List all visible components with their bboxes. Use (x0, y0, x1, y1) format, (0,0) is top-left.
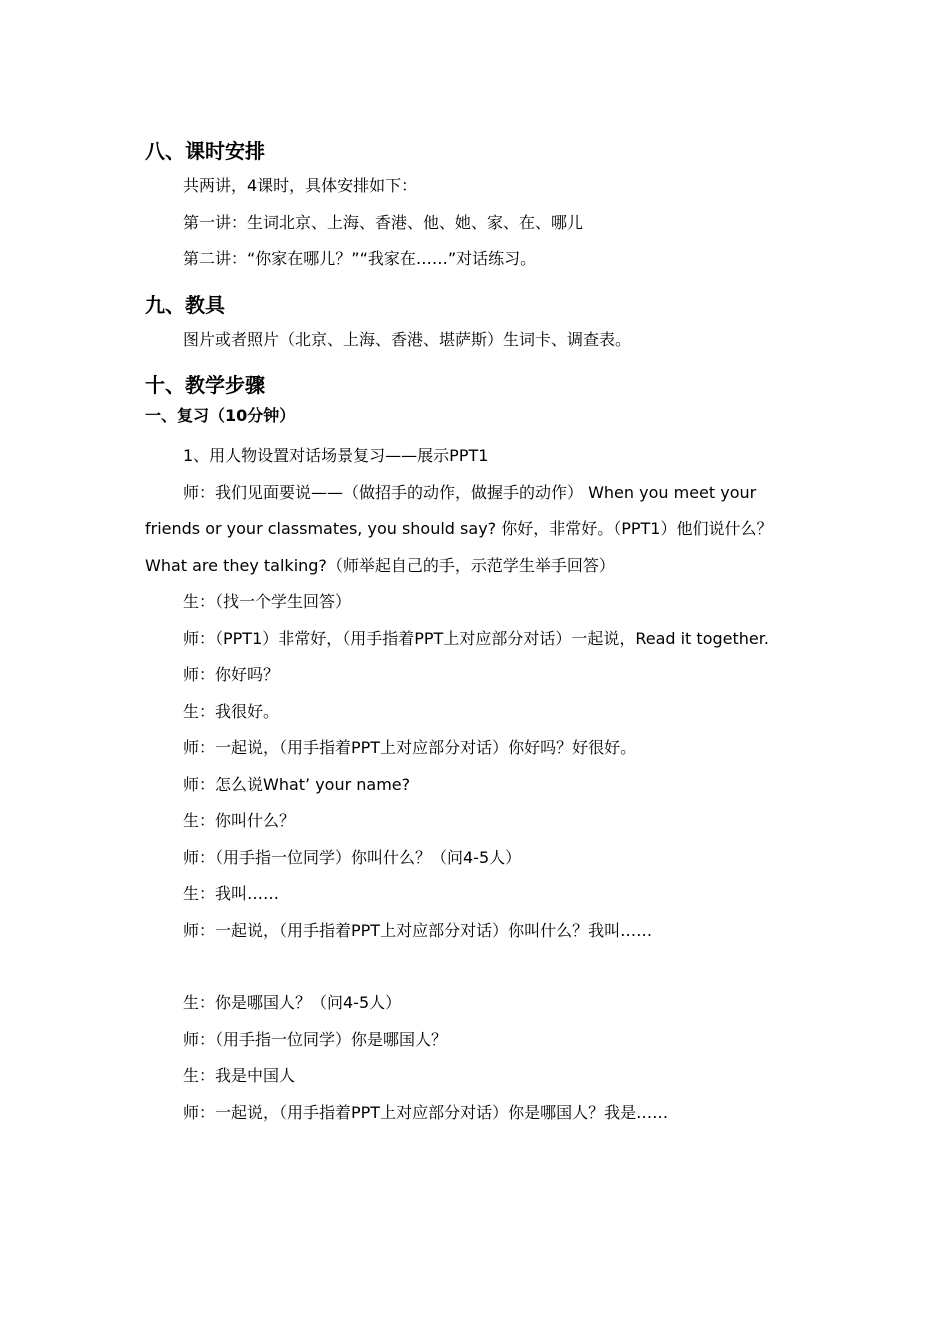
dialogue-paragraph: 生：我是中国人 (183, 1066, 296, 1085)
schedule-line: 第二讲：“你家在哪儿？”“我家在……”对话练习。 (183, 249, 537, 268)
dialogue-paragraph: 师：（用手指一位同学）你叫什么？（问4-5人） (183, 847, 522, 867)
dialogue-paragraph: 生：（找一个学生回答） (183, 592, 352, 611)
dialogue-paragraph: 师：你好吗？ (183, 665, 280, 684)
dialogue-paragraph: 师：一起说，（用手指着PPT上对应部分对话）你好吗？好很好。 (183, 738, 637, 757)
document-body (145, 136, 807, 1131)
dialogue-paragraph: 师：怎么说What’ your name? (183, 774, 411, 794)
dialogue-paragraph: 生：你叫什么？ (183, 811, 296, 830)
dialogue-paragraph: 师：一起说，（用手指着PPT上对应部分对话）你叫什么？我叫…… (183, 920, 653, 940)
dialogue-paragraph: 生：我叫…… (183, 884, 280, 903)
dialogue-paragraph: 师：（PPT1）非常好，（用手指着PPT上对应部分对话）一起说，Read it together. (183, 628, 769, 648)
dialogue-paragraph: 师：一起说，（用手指着PPT上对应部分对话）你是哪国人？我是…… (183, 1102, 669, 1122)
dialogue-paragraph: 生：我很好。 (183, 701, 280, 721)
blank-line (145, 949, 807, 985)
dialogue-paragraph: 师：（用手指一位同学）你是哪国人？ (183, 1029, 448, 1049)
section-heading-teaching-steps: 十、教学步骤 (145, 373, 265, 397)
schedule-line: 共两讲，4课时，具体安排如下： (183, 176, 418, 195)
dialogue-paragraph: 师：我们见面要说——（做招手的动作，做握手的动作） When you meet your friends or your classmates, you should say? 你好，非常好。（PPT1）他们说什么？What are they talking?（师举起自己的手，示范学生举手回答） (145, 482, 773, 575)
subsection-heading-review: 一、复习（10分钟） (145, 406, 296, 425)
schedule-line: 第一讲：生词北京、上海、香港、他、她、家、在、哪儿 (183, 212, 584, 232)
teaching-aids-line: 图片或者照片（北京、上海、香港、堪萨斯）生词卡、调查表。 (183, 329, 632, 349)
step-paragraph: 1、用人物设置对话场景复习——展示PPT1 (183, 446, 489, 465)
dialogue-paragraph: 生：你是哪国人？（问4-5人） (183, 993, 402, 1012)
section-heading-teaching-aids: 九、教具 (145, 292, 225, 317)
section-heading-schedule: 八、课时安排 (145, 139, 265, 163)
